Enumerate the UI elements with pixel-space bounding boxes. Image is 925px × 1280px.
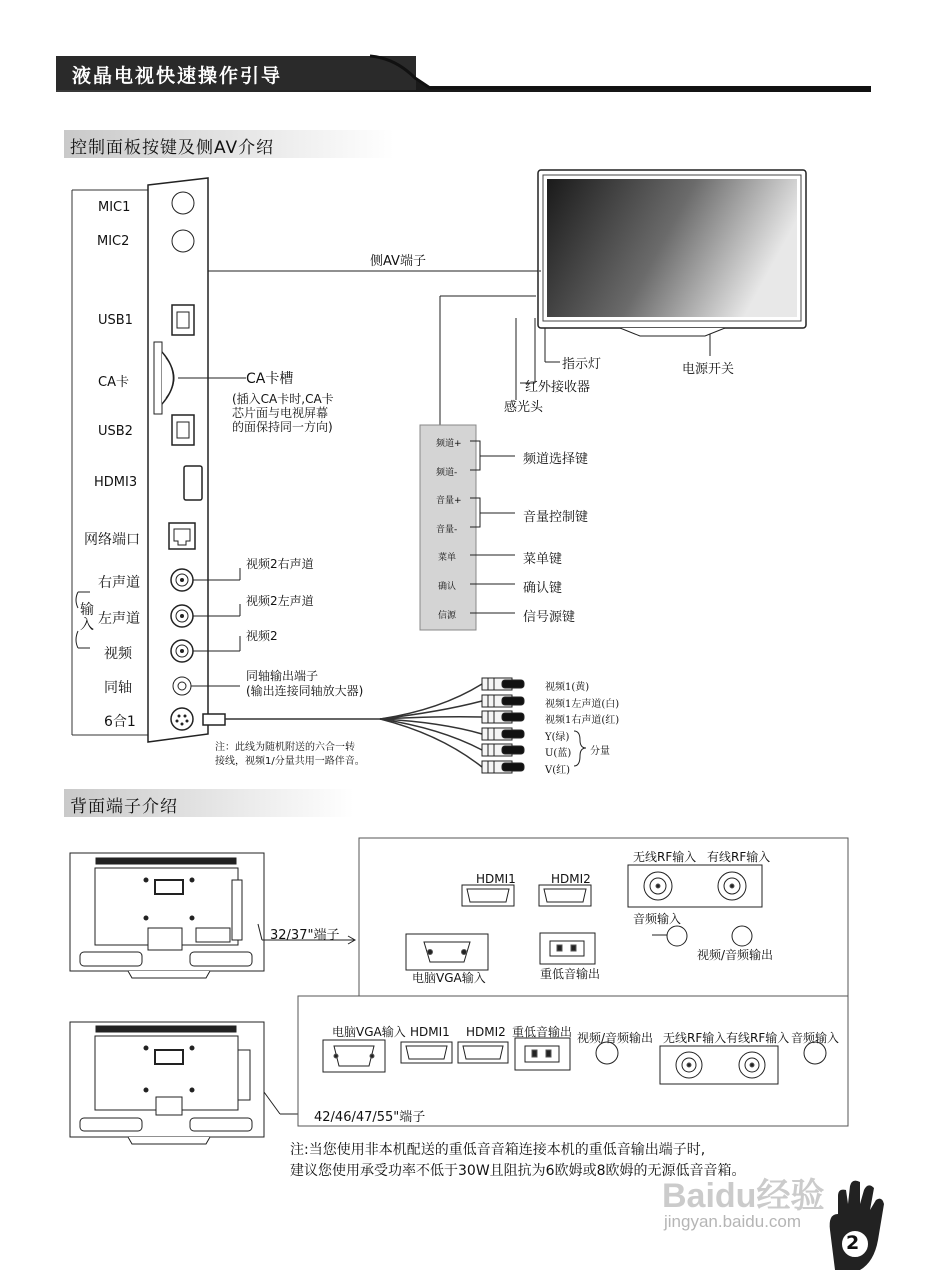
rear-42-rf-wireless: 无线RF输入	[663, 1031, 727, 1045]
page-glove-icon	[830, 1181, 884, 1270]
label-hdmi3: HDMI3	[94, 475, 138, 490]
rear-42-rf-wired: 有线RF输入	[726, 1031, 790, 1045]
ctrl-vol-up: 音量+	[436, 496, 462, 506]
cable-video1-left: 视频1左声道(白)	[545, 699, 620, 710]
callout-ca-note-1: (插入CA卡时,CA卡	[232, 392, 334, 406]
cable-v: V(红)	[545, 765, 571, 776]
rear-32-rf-wireless: 无线RF输入	[633, 850, 697, 864]
callout-indicator: 指示灯	[562, 357, 602, 372]
rear-32-hdmi1: HDMI1	[476, 872, 516, 886]
callout-ca-note-2: 芯片面与电视屏幕	[232, 406, 329, 420]
rear-42-hdmi1: HDMI1	[410, 1025, 450, 1039]
ctrl-ch-down: 频道-	[436, 468, 458, 478]
rear-42-sub-out: 重低音输出	[512, 1025, 573, 1039]
rear-32-audio-in: 音频输入	[633, 912, 682, 926]
rear-32-rf-wired: 有线RF输入	[707, 850, 771, 864]
rear-tv-large	[70, 1022, 264, 1144]
callout-power-switch: 电源开关	[682, 362, 735, 377]
section-rear-title: 背面端子介绍	[70, 797, 178, 817]
label-coax: 同轴	[104, 680, 132, 696]
ctrl-ch-up: 频道+	[436, 439, 462, 449]
callout-ir-receiver: 红外接收器	[525, 380, 591, 395]
cable-note-1: 注：此线为随机附送的六合一转	[215, 742, 355, 753]
rear-32-hdmi2: HDMI2	[551, 872, 591, 886]
label-ca: CA卡	[98, 375, 129, 390]
callout-side-av: 侧AV端子	[370, 254, 426, 269]
ctrl-label-menu: 菜单键	[523, 552, 563, 567]
ctrl-label-source: 信号源键	[523, 610, 576, 625]
footer-note-line2: 建议您使用承受功率不低于30W且阻抗为6欧姆或8欧姆的无源低音音箱。	[290, 1163, 746, 1179]
rear-32-av-out: 视频/音频输出	[697, 948, 774, 962]
label-usb1: USB1	[98, 313, 133, 328]
page-number: 2	[846, 1232, 860, 1254]
label-right-channel: 右声道	[98, 575, 140, 591]
rear-32-sub-out: 重低音输出	[540, 967, 601, 981]
ctrl-label-channel: 频道选择键	[523, 452, 589, 467]
cable-note-2: 接线，视频1/分量共用一路伴音。	[215, 756, 365, 767]
control-leaders	[470, 441, 515, 613]
cable-y: Y(绿)	[545, 732, 570, 743]
ctrl-menu: 菜单	[438, 553, 457, 563]
label-mic2: MIC2	[97, 234, 130, 249]
rear-42-vga-in: 电脑VGA输入	[332, 1025, 406, 1039]
rear-tv-small	[70, 853, 264, 978]
ctrl-vol-down: 音量-	[436, 525, 458, 535]
callout-coax-out-note: (输出连接同轴放大器)	[246, 684, 364, 698]
cable-video1: 视频1(黄)	[545, 682, 590, 693]
page-title: 液晶电视快速操作引导	[72, 65, 283, 87]
ctrl-label-ok: 确认键	[523, 581, 563, 596]
side-leader-lines	[178, 271, 540, 686]
label-input: 输入	[80, 602, 94, 633]
rear-42-av-out: 视频/音频输出	[577, 1031, 654, 1045]
watermark-brand: Baidu经验	[662, 1177, 825, 1215]
rear-42-hdmi2: HDMI2	[466, 1025, 506, 1039]
label-left-channel: 左声道	[98, 611, 140, 627]
cable-u: U(蓝)	[545, 748, 572, 759]
label-six-in-one: 6合1	[104, 714, 136, 730]
rear-42-audio-in: 音频输入	[791, 1031, 840, 1045]
ctrl-source: 信源	[438, 611, 457, 621]
callout-coax-out: 同轴输出端子	[246, 669, 319, 683]
callout-video2-right: 视频2右声道	[246, 557, 314, 571]
callout-video2: 视频2	[246, 629, 278, 643]
footer-note-line1: 注:当您使用非本机配送的重低音音箱连接本机的重低音输出端子时,	[290, 1142, 706, 1158]
callout-video2-left: 视频2左声道	[246, 594, 314, 608]
rear-32-label: 32/37"端子	[270, 928, 340, 943]
ctrl-label-volume: 音量控制键	[523, 510, 589, 525]
cable-video1-right: 视频1右声道(红)	[545, 715, 620, 726]
label-network: 网络端口	[84, 532, 140, 548]
callout-ca-note-3: 的面保持同一方向)	[232, 420, 333, 434]
rear-32-vga-in: 电脑VGA输入	[412, 971, 486, 985]
side-panel	[76, 178, 208, 742]
tv-front	[538, 170, 806, 336]
cable-component: 分量	[590, 746, 610, 757]
callout-light-sensor: 感光头	[504, 400, 544, 415]
label-video: 视频	[104, 646, 132, 662]
callout-ca-slot: CA卡槽	[246, 371, 294, 387]
label-usb2: USB2	[98, 424, 133, 439]
rear-42-label: 42/46/47/55"端子	[314, 1110, 426, 1125]
ctrl-ok: 确认	[438, 582, 457, 592]
section-side-title: 控制面板按键及侧AV介绍	[70, 138, 275, 158]
label-mic1: MIC1	[98, 200, 131, 215]
watermark-url: jingyan.baidu.com	[664, 1212, 802, 1231]
